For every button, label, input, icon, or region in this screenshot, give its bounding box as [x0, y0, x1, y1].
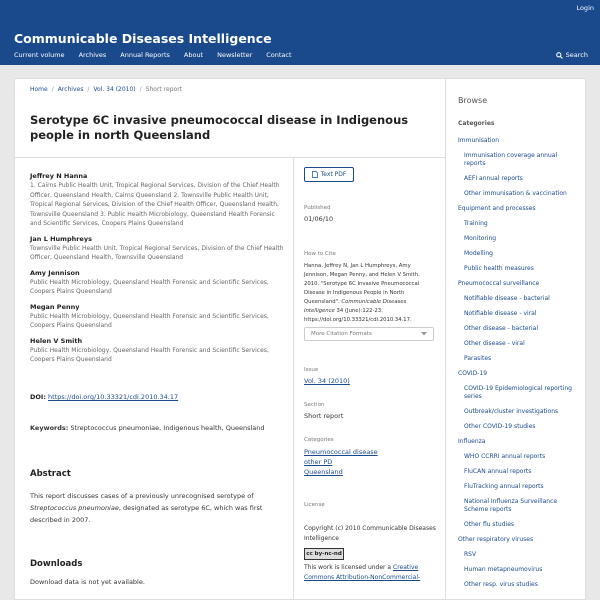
article-panel: [14, 78, 446, 600]
sidebar-item[interactable]: AEFI annual reports: [464, 175, 523, 182]
downloads-heading: Downloads: [30, 559, 83, 569]
author-entry: [30, 303, 285, 331]
sidebar-item[interactable]: Immunisation coverage annual reports: [464, 152, 558, 167]
abstract-text-end: , designated as serotype 6C, which was first described in 2007.: [30, 504, 263, 524]
sidebar-item[interactable]: National Influenza Surveillance Scheme reports: [464, 498, 558, 513]
sidebar-item[interactable]: Other flu studies: [464, 521, 515, 528]
sidebar-item[interactable]: Pneumococcal surveillance: [458, 280, 540, 287]
nav-annual-reports[interactable]: Annual Reports: [120, 51, 170, 59]
sidebar-item[interactable]: Parasites: [464, 355, 492, 362]
keywords-label: Keywords:: [30, 424, 69, 432]
search-link[interactable]: [556, 51, 588, 59]
pdf-button[interactable]: [304, 167, 354, 182]
sidebar-item[interactable]: Other immunisation & vaccination: [464, 190, 567, 197]
keywords-row: [30, 424, 265, 432]
sidebar-item[interactable]: Outbreak/cluster investigations: [464, 408, 559, 415]
sidebar-item[interactable]: Notifiable disease - viral: [464, 310, 537, 317]
page-title: Serotype 6C invasive pneumococcal disease in Indigenous people in north Queensland: [30, 113, 409, 142]
license-link[interactable]: Creative Commons Attribution-NonCommercial-: [304, 564, 421, 581]
author-affiliation: Townsville Public Health Unit, Tropical Regional Services, Division of the Chief Health Officer, Queensland Health, Townsville Queensland: [30, 244, 284, 261]
sidebar: [446, 78, 586, 600]
breadcrumb-home[interactable]: Home: [30, 86, 48, 93]
sidebar-browse-title: Browse: [458, 96, 488, 105]
nav-about[interactable]: About: [183, 51, 204, 59]
sidebar-item[interactable]: Human metapneumovirus: [464, 566, 543, 573]
sidebar-item[interactable]: Other COVID-19 studies: [464, 423, 536, 430]
breadcrumb: [30, 86, 182, 93]
author-entry: [30, 235, 285, 263]
issue-link[interactable]: Vol. 34 (2010): [304, 377, 350, 385]
pdf-button-label: Text PDF: [320, 171, 347, 178]
published-label: Published: [304, 205, 331, 211]
breadcrumb-archives[interactable]: Archives: [57, 86, 84, 93]
keywords-value: Streptococcus pneumoniae, Indigenous health, Queensland: [70, 424, 265, 432]
license-text-start: This work is licensed under a: [304, 564, 394, 571]
sidebar-item[interactable]: COVID-19: [458, 370, 488, 377]
author-affiliation: 1. Cairns Public Health Unit, Tropical Regional Services, Division of the Chief Health Officer, Queensland Health, Cairns Queensland 2. Townsville Public Health Unit, Tropical Regional Services, Division of the Chief Health Officer, Queensland Health, Townsville Queensland 3. Public Health Microbiology, Queensland Health Forensic and Scientific Services, Coopers Plains Queensland: [30, 182, 280, 227]
main-nav: [14, 51, 292, 59]
section-value: Short report: [304, 412, 344, 420]
sidebar-item[interactable]: Influenza: [458, 438, 486, 445]
author-list: [30, 172, 285, 371]
author-name: Megan Penny: [30, 302, 80, 311]
author-name: Helen V Smith: [30, 336, 83, 345]
issue-label: Issue: [304, 367, 319, 373]
breadcrumb-separator: /: [51, 86, 54, 93]
citation-block: [304, 251, 436, 325]
cc-license-badge[interactable]: cc by-nc-nd: [304, 548, 344, 560]
doi-label: DOI:: [30, 393, 46, 401]
citation-end: 34 (June):122-23. https://doi.org/10.33321/cdi.2010.34.17.: [304, 308, 412, 323]
citation-start: Hanna, Jeffrey N, Jan L Humphreys, Amy Jennison, Megan Penny, and Helen V Smith. 2010. "Serotype 6C Invasive Pneumococcal Disease in Indigenous People in North Queensland".: [304, 263, 420, 305]
sidebar-item[interactable]: Immunisation: [458, 137, 500, 144]
file-icon: [312, 171, 318, 178]
sidebar-item[interactable]: WHO CCRRI annual reports: [464, 453, 546, 460]
author-entry: [30, 337, 285, 365]
license-block: [304, 502, 436, 583]
author-affiliation: Public Health Microbiology, Queensland Health Forensic and Scientific Services, Coopers Plains Queensland: [30, 312, 269, 329]
sidebar-item[interactable]: Monitoring: [464, 235, 497, 242]
section-block: [304, 402, 343, 420]
site-title[interactable]: Communicable Diseases Intelligence: [14, 31, 272, 46]
sidebar-category-list: [458, 137, 580, 596]
issue-block: [304, 367, 350, 386]
more-citation-formats-label: More Citation Formats: [311, 331, 372, 337]
sidebar-item[interactable]: Training: [464, 220, 488, 227]
search-icon: [556, 52, 563, 59]
citation-text: [304, 262, 436, 325]
nav-current-volume[interactable]: Current volume: [14, 51, 65, 59]
abstract-text: [30, 490, 280, 526]
citation-journal: Communicable Diseases Intelligence: [304, 299, 407, 314]
categories-label: Categories: [304, 437, 334, 443]
author-name: Jeffrey N Hanna: [30, 172, 88, 180]
login-link[interactable]: Login: [576, 4, 594, 12]
published-date: 01/06/10: [304, 215, 334, 223]
published-block: [304, 205, 333, 223]
sidebar-item[interactable]: Notifiable disease - bacterial: [464, 295, 550, 302]
abstract-text-start: This report discusses cases of a previously unrecognised serotype of: [30, 492, 254, 500]
author-affiliation: Public Health Microbiology, Queensland Health Forensic and Scientific Services, Coopers Plains Queensland: [30, 346, 269, 363]
breadcrumb-separator: /: [87, 86, 90, 93]
nav-newsletter[interactable]: Newsletter: [217, 51, 253, 59]
sidebar-item[interactable]: FluTracking annual reports: [464, 483, 544, 490]
breadcrumb-volume[interactable]: Vol. 34 (2010): [93, 86, 136, 93]
sidebar-item[interactable]: Other resp. virus studies: [464, 581, 538, 588]
sidebar-categories-title: Categories: [458, 120, 495, 127]
author-name: Jan L Humphreys: [30, 234, 92, 243]
abstract-species: Streptococcus pneumoniae: [30, 504, 119, 512]
doi-row: [30, 393, 178, 401]
abstract-heading: Abstract: [30, 469, 71, 479]
license-text: [304, 563, 436, 583]
breadcrumb-separator: /: [139, 86, 142, 93]
sidebar-item[interactable]: RSV: [464, 551, 477, 558]
doi-link[interactable]: https://doi.org/10.33321/cdi.2010.34.17: [48, 393, 179, 401]
more-citation-formats-dropdown[interactable]: [304, 327, 434, 341]
divider: [15, 157, 445, 158]
author-entry: [30, 269, 285, 297]
sidebar-item[interactable]: Equipment and processes: [458, 205, 536, 212]
chevron-down-icon: [421, 332, 427, 336]
sidebar-item[interactable]: FluCAN annual reports: [464, 468, 532, 475]
category-link[interactable]: Queensland: [304, 468, 343, 476]
categories-block: [304, 437, 378, 477]
sidebar-item[interactable]: Modelling: [464, 250, 493, 257]
nav-archives[interactable]: Archives: [78, 51, 107, 59]
copyright-text: Copyright (c) 2010 Communicable Diseases Intelligence: [304, 525, 436, 542]
sidebar-item[interactable]: Public health measures: [464, 265, 534, 272]
site-header: [0, 0, 600, 65]
breadcrumb-current: Short report: [145, 86, 183, 93]
category-link[interactable]: Pneumococcal disease: [304, 448, 378, 456]
search-label: Search: [565, 51, 588, 59]
sidebar-item[interactable]: Other disease - viral: [464, 340, 525, 347]
nav-contact[interactable]: Contact: [266, 51, 292, 59]
license-label: License: [304, 502, 325, 508]
category-link[interactable]: other PD: [304, 458, 333, 466]
author-affiliation: Public Health Microbiology, Queensland Health Forensic and Scientific Services, Coopers Plains Queensland: [30, 278, 269, 295]
author-name: Amy Jennison: [30, 268, 80, 277]
section-label: Section: [304, 402, 325, 408]
sidebar-item[interactable]: Other respiratory viruses: [458, 536, 534, 543]
author-entry: [30, 172, 285, 229]
sidebar-item[interactable]: COVID-19 Epidemiological reporting series: [464, 385, 572, 400]
sidebar-item[interactable]: Other disease - bacterial: [464, 325, 539, 332]
divider: [293, 157, 294, 600]
how-to-cite-label: How to Cite: [304, 251, 336, 257]
downloads-text: Download data is not yet available.: [30, 578, 145, 586]
